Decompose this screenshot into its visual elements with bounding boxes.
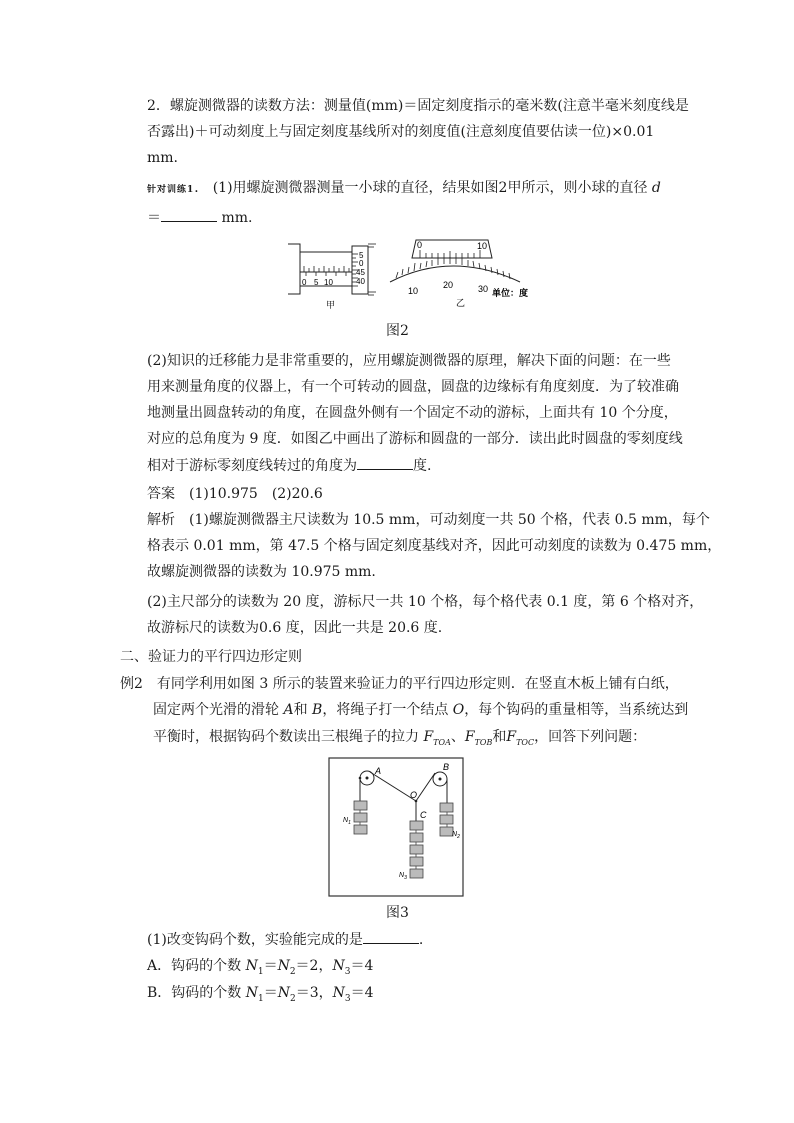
question-2-line-5: 相对于游标零刻度线转过的角度为 度.	[147, 455, 431, 476]
analysis-line-4: (2)主尺部分的读数为 20 度，游标尺一共 10 个格，每个格代表 0.1 度，第 6 个格对齐，	[147, 594, 704, 610]
example-question-1: (1)改变钩码个数，实验能完成的是 .	[147, 929, 423, 950]
answer-line: 答案 (1)10.975 (2)20.6	[147, 486, 323, 502]
method-line-3: mm.	[147, 150, 179, 166]
practice-question-1-cont: ＝ mm.	[147, 207, 252, 228]
analysis-line-3: 故螺旋测微器的读数为 10.975 mm.	[147, 564, 376, 580]
label-o: O	[410, 790, 418, 800]
dial-unit: 单位：度	[492, 288, 529, 298]
vernier-label-10: 10	[477, 241, 488, 251]
sleeve-label-5: 5	[314, 278, 319, 287]
dial-label-30: 30	[478, 284, 489, 294]
example-2-line-2: 固定两个光滑的滑轮 A和 B，将绳子打一个结点 O，每个钩码的重量相等，当系统达到	[153, 702, 689, 718]
answer-blank	[161, 207, 217, 222]
example-2-line-1: 例2 有同学利用如图 3 所示的装置来验证力的平行四边形定则．在竖直木板上铺有白纸，	[120, 676, 679, 692]
figure-3	[328, 757, 464, 897]
label-n3: $N_3$	[399, 872, 407, 881]
figure-2-caption: 图2	[386, 323, 409, 339]
label-yi: 乙	[456, 298, 466, 308]
analysis-line-2: 格表示 0.01 mm，第 47.5 个格与固定刻度基线对齐，因此可动刻度的读数为 0.475 mm，	[147, 538, 722, 554]
label-n1: $N_1$	[343, 817, 351, 826]
sleeve-label-0: 0	[302, 278, 307, 287]
weights-n1	[354, 801, 367, 834]
sleeve-label-10: 10	[324, 278, 333, 287]
question-2-line-3: 地测量出圆盘转动的角度，在圆盘外侧有一个固定不动的游标，上面共有 10 个分度，	[147, 405, 678, 421]
question-2-line-1: (2)知识的迁移能力是非常重要的，应用螺旋测微器的原理，解决下面的问题：在一些	[147, 353, 671, 369]
question-2-line-2: 用来测量角度的仪器上，有一个可转动的圆盘，圆盘的边缘标有角度刻度．为了较准确	[147, 379, 679, 395]
analysis-line-5: 故游标尺的读数为0.6 度，因此一共是 20.6 度.	[147, 620, 443, 636]
thimble-label-40: 40	[356, 277, 365, 286]
label-n2: $N_2$	[452, 831, 460, 840]
thimble-label-0: 0	[359, 259, 364, 268]
answer-blank-3	[363, 929, 419, 944]
thimble-label-45: 45	[356, 268, 365, 277]
label-b: B	[443, 762, 450, 772]
practice-tag: 针对训练1	[147, 185, 195, 195]
option-a: A．钩码的个数 $N_1=N_2=2$，$N_3=4$	[147, 958, 374, 977]
analysis-line-1: 解析 (1)螺旋测微器主尺读数为 10.5 mm，可动刻度一共 50 个格，代表 0.5 mm，每个	[147, 512, 710, 528]
practice-question-1: 针对训练1． (1)用螺旋测微器测量一小球的直径，结果如图2甲所示，则小球的直径 d	[147, 180, 661, 196]
dial-label-20: 20	[443, 280, 454, 290]
thimble-label-5: 5	[359, 251, 364, 260]
option-b: B．钩码的个数 $N_1=N_2=3$，$N_3=4$	[147, 985, 374, 1004]
vernier-dial-drawing	[390, 240, 528, 308]
method-line-2: 否露出)＋可动刻度上与固定刻度基线所对的刻度值(注意刻度值要估读一位)×0.01	[147, 124, 655, 140]
dial-label-10: 10	[408, 286, 419, 296]
figure-3-caption: 图3	[386, 905, 409, 921]
example-label: 例2	[120, 676, 143, 692]
vernier-label-0: 0	[417, 240, 423, 250]
weights-n3	[410, 821, 423, 878]
figure-2	[280, 236, 540, 316]
section-heading: 二、验证力的平行四边形定则	[120, 649, 302, 665]
micrometer-drawing	[288, 244, 376, 310]
label-c: C	[420, 810, 427, 820]
label-jia: 甲	[326, 300, 336, 310]
method-line-1: 2．螺旋测微器的读数方法：测量值(mm)＝固定刻度指示的毫米数(注意半毫米刻度线是	[147, 98, 689, 114]
example-2-line-3: 平衡时，根据钩码个数读出三根绳子的拉力 $F_{TOA}$、$F_{TOB}$和$F_{TOC}$，回答下列问题：	[153, 729, 647, 747]
label-a: A	[375, 766, 382, 776]
answer-blank-2	[357, 455, 413, 470]
question-2-line-4: 对应的总角度为 9 度．如图乙中画出了游标和圆盘的一部分．读出此时圆盘的零刻度线	[147, 431, 683, 447]
